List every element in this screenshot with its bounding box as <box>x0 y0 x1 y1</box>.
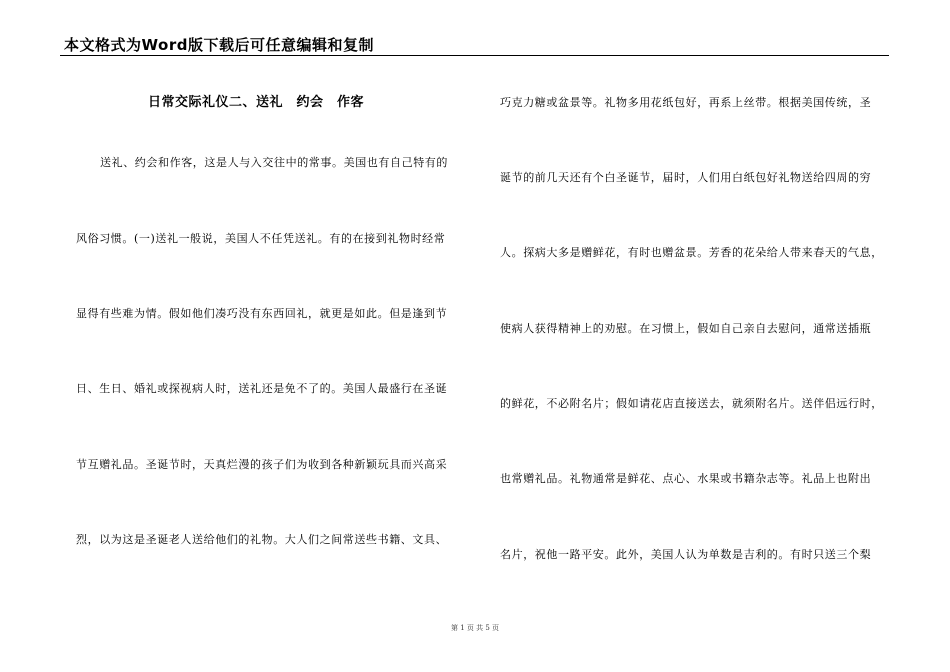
text-line: 送礼、约会和作客，这是人与入交往中的常事。美国也有自己特有的 <box>100 156 448 169</box>
text-line: 风俗习惯。(一)送礼一般说，美国人不任凭送礼。有的在接到礼物时经常 <box>76 232 446 245</box>
text-line: 名片，祝他一路平安。此外，美国人认为单数是吉利的。有时只送三个梨 <box>500 548 872 561</box>
text-line: 显得有些难为情。假如他们凑巧没有东西回礼，就更是如此。但是逢到节 <box>76 307 448 320</box>
text-line: 人。探病大多是赠鲜花，有时也赠盆景。芳香的花朵给人带来春天的气息， <box>500 246 883 259</box>
text-line: 烈，以为这是圣诞老人送给他们的礼物。大人们之间常送些书籍、文具、 <box>76 533 448 546</box>
text-line: 使病人获得精神上的劝慰。在习惯上，假如自己亲自去慰问，通常送插瓶 <box>500 322 872 335</box>
text-line: 节互赠礼品。圣诞节时，天真烂漫的孩子们为收到各种新颖玩具而兴高采 <box>76 458 448 471</box>
text-line: 的鲜花，不必附名片；假如请花店直接送去，就须附名片。送伴侣远行时， <box>500 397 883 410</box>
header-divider <box>60 55 889 56</box>
page-indicator: 第 1 页 共 5 页 <box>450 624 500 632</box>
document-title: 日常交际礼仪二、送礼 约会 作客 <box>148 95 365 110</box>
text-line: 日、生日、婚礼或探视病人时，送礼还是免不了的。美国人最盛行在圣诞 <box>76 382 448 395</box>
text-line: 巧克力糖或盆景等。礼物多用花纸包好，再系上丝带。根据美国传统，圣 <box>500 96 872 109</box>
document-banner: 本文格式为Word版下载后可任意编辑和复制 <box>64 36 374 54</box>
text-line: 也常赠礼品。礼物通常是鲜花、点心、水果或书籍杂志等。礼品上也附出 <box>500 472 872 485</box>
text-line: 诞节的前几天还有个白圣诞节，届时，人们用白纸包好礼物送给四周的穷 <box>500 171 872 184</box>
